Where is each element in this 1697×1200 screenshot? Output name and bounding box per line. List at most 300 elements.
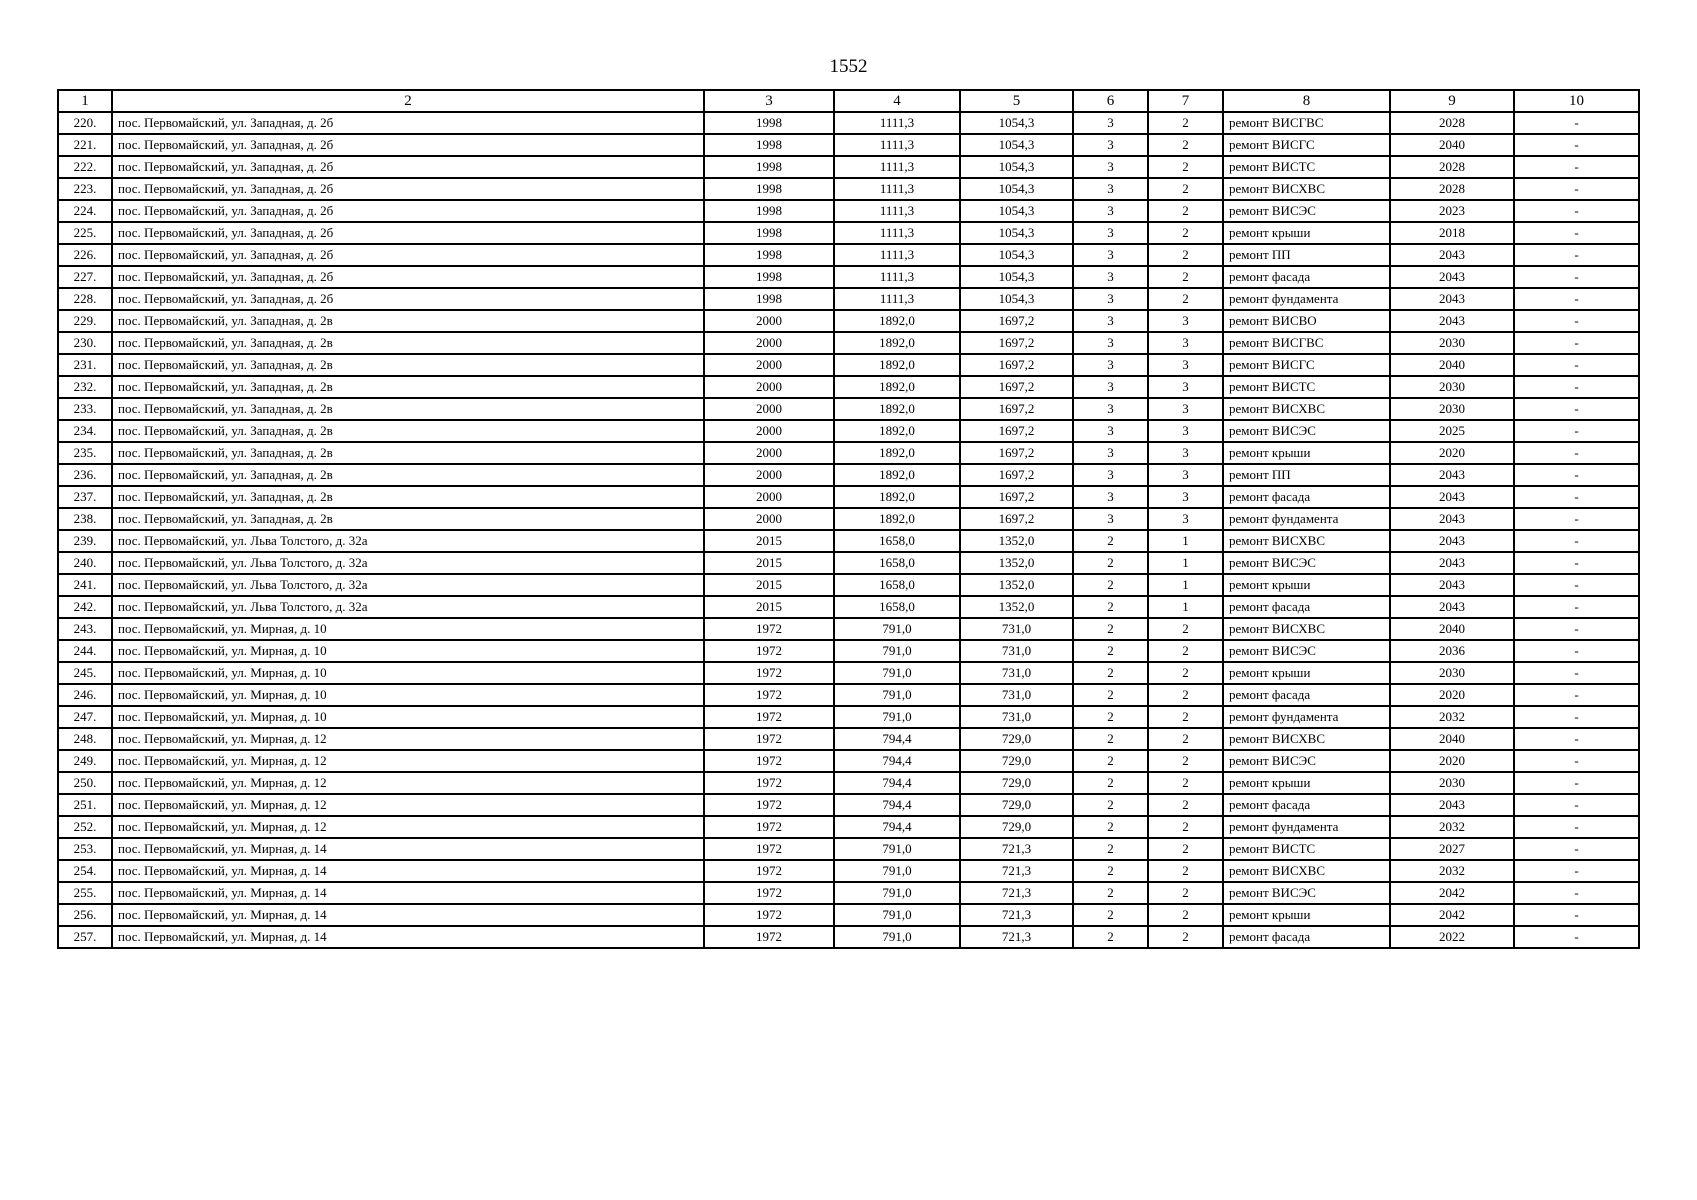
cell-floors: 3	[1073, 266, 1148, 288]
cell-year-built: 2000	[704, 464, 834, 486]
cell-total-area: 1111,3	[834, 288, 960, 310]
cell-planned-year: 2043	[1390, 310, 1514, 332]
cell-living-area: 1697,2	[960, 332, 1073, 354]
cell-row-number: 252.	[58, 816, 112, 838]
cell-entrances: 3	[1148, 332, 1223, 354]
cell-floors: 3	[1073, 442, 1148, 464]
cell-row-number: 251.	[58, 794, 112, 816]
cell-year-built: 2000	[704, 442, 834, 464]
column-header-total-area: 4	[834, 90, 960, 112]
cell-year-built: 1972	[704, 684, 834, 706]
cell-entrances: 3	[1148, 376, 1223, 398]
cell-year-built: 1972	[704, 706, 834, 728]
cell-work-type: ремонт ВИСТС	[1223, 376, 1390, 398]
cell-note: -	[1514, 310, 1639, 332]
cell-living-area: 729,0	[960, 772, 1073, 794]
cell-address: пос. Первомайский, ул. Мирная, д. 14	[112, 838, 704, 860]
cell-planned-year: 2040	[1390, 354, 1514, 376]
cell-work-type: ремонт ВИСЭС	[1223, 882, 1390, 904]
cell-entrances: 2	[1148, 794, 1223, 816]
cell-note: -	[1514, 332, 1639, 354]
cell-year-built: 1972	[704, 662, 834, 684]
cell-planned-year: 2032	[1390, 816, 1514, 838]
table-row	[58, 354, 1639, 376]
cell-floors: 3	[1073, 200, 1148, 222]
cell-address: пос. Первомайский, ул. Западная, д. 2в	[112, 442, 704, 464]
cell-living-area: 1697,2	[960, 420, 1073, 442]
cell-living-area: 1054,3	[960, 134, 1073, 156]
cell-address: пос. Первомайский, ул. Западная, д. 2в	[112, 376, 704, 398]
cell-row-number: 225.	[58, 222, 112, 244]
cell-total-area: 1892,0	[834, 486, 960, 508]
cell-planned-year: 2028	[1390, 112, 1514, 134]
cell-address: пос. Первомайский, ул. Мирная, д. 12	[112, 728, 704, 750]
cell-planned-year: 2018	[1390, 222, 1514, 244]
cell-note: -	[1514, 266, 1639, 288]
cell-note: -	[1514, 728, 1639, 750]
cell-floors: 3	[1073, 420, 1148, 442]
table-row	[58, 706, 1639, 728]
cell-living-area: 731,0	[960, 618, 1073, 640]
cell-row-number: 231.	[58, 354, 112, 376]
cell-floors: 2	[1073, 640, 1148, 662]
cell-living-area: 1697,2	[960, 486, 1073, 508]
cell-living-area: 1054,3	[960, 222, 1073, 244]
cell-note: -	[1514, 420, 1639, 442]
cell-floors: 2	[1073, 728, 1148, 750]
cell-work-type: ремонт фасада	[1223, 926, 1390, 948]
cell-entrances: 1	[1148, 574, 1223, 596]
cell-planned-year: 2040	[1390, 618, 1514, 640]
cell-note: -	[1514, 662, 1639, 684]
cell-planned-year: 2027	[1390, 838, 1514, 860]
cell-planned-year: 2030	[1390, 772, 1514, 794]
cell-entrances: 2	[1148, 244, 1223, 266]
table-row	[58, 838, 1639, 860]
cell-work-type: ремонт фасада	[1223, 684, 1390, 706]
cell-total-area: 1658,0	[834, 552, 960, 574]
cell-total-area: 1892,0	[834, 420, 960, 442]
cell-total-area: 1892,0	[834, 508, 960, 530]
table-row	[58, 772, 1639, 794]
cell-work-type: ремонт крыши	[1223, 772, 1390, 794]
cell-row-number: 242.	[58, 596, 112, 618]
cell-row-number: 232.	[58, 376, 112, 398]
cell-note: -	[1514, 904, 1639, 926]
cell-row-number: 257.	[58, 926, 112, 948]
cell-floors: 3	[1073, 376, 1148, 398]
cell-entrances: 1	[1148, 596, 1223, 618]
cell-row-number: 238.	[58, 508, 112, 530]
cell-planned-year: 2043	[1390, 244, 1514, 266]
cell-total-area: 794,4	[834, 772, 960, 794]
cell-row-number: 250.	[58, 772, 112, 794]
cell-address: пос. Первомайский, ул. Мирная, д. 14	[112, 882, 704, 904]
cell-floors: 3	[1073, 508, 1148, 530]
cell-address: пос. Первомайский, ул. Льва Толстого, д. 32а	[112, 552, 704, 574]
cell-floors: 2	[1073, 684, 1148, 706]
cell-living-area: 1697,2	[960, 464, 1073, 486]
cell-note: -	[1514, 772, 1639, 794]
table-row	[58, 728, 1639, 750]
cell-planned-year: 2025	[1390, 420, 1514, 442]
cell-row-number: 236.	[58, 464, 112, 486]
table-header-row	[58, 90, 1639, 112]
cell-work-type: ремонт фасада	[1223, 794, 1390, 816]
cell-address: пос. Первомайский, ул. Мирная, д. 10	[112, 618, 704, 640]
cell-address: пос. Первомайский, ул. Западная, д. 2в	[112, 332, 704, 354]
table-row	[58, 596, 1639, 618]
cell-living-area: 729,0	[960, 750, 1073, 772]
cell-floors: 2	[1073, 596, 1148, 618]
cell-total-area: 794,4	[834, 816, 960, 838]
cell-work-type: ремонт крыши	[1223, 442, 1390, 464]
cell-note: -	[1514, 486, 1639, 508]
cell-entrances: 3	[1148, 310, 1223, 332]
cell-work-type: ремонт ВИСТС	[1223, 156, 1390, 178]
cell-note: -	[1514, 750, 1639, 772]
table-row	[58, 442, 1639, 464]
cell-entrances: 2	[1148, 134, 1223, 156]
cell-total-area: 1111,3	[834, 156, 960, 178]
cell-planned-year: 2023	[1390, 200, 1514, 222]
table-row	[58, 112, 1639, 134]
cell-floors: 3	[1073, 178, 1148, 200]
table-row	[58, 332, 1639, 354]
cell-total-area: 791,0	[834, 662, 960, 684]
cell-total-area: 1111,3	[834, 200, 960, 222]
cell-floors: 2	[1073, 706, 1148, 728]
cell-year-built: 2000	[704, 310, 834, 332]
cell-planned-year: 2020	[1390, 442, 1514, 464]
cell-address: пос. Первомайский, ул. Западная, д. 2б	[112, 134, 704, 156]
cell-floors: 2	[1073, 552, 1148, 574]
cell-living-area: 1054,3	[960, 266, 1073, 288]
cell-work-type: ремонт фундамента	[1223, 508, 1390, 530]
cell-row-number: 234.	[58, 420, 112, 442]
cell-note: -	[1514, 882, 1639, 904]
cell-row-number: 235.	[58, 442, 112, 464]
cell-year-built: 1998	[704, 244, 834, 266]
cell-total-area: 791,0	[834, 882, 960, 904]
cell-work-type: ремонт фундамента	[1223, 706, 1390, 728]
cell-year-built: 1998	[704, 288, 834, 310]
cell-address: пос. Первомайский, ул. Мирная, д. 10	[112, 640, 704, 662]
cell-note: -	[1514, 552, 1639, 574]
table-row	[58, 684, 1639, 706]
table-row	[58, 640, 1639, 662]
cell-total-area: 1111,3	[834, 178, 960, 200]
cell-note: -	[1514, 860, 1639, 882]
page-number: 1552	[829, 56, 868, 77]
cell-row-number: 224.	[58, 200, 112, 222]
table-row	[58, 508, 1639, 530]
cell-year-built: 2000	[704, 398, 834, 420]
cell-address: пос. Первомайский, ул. Западная, д. 2в	[112, 398, 704, 420]
cell-row-number: 253.	[58, 838, 112, 860]
cell-entrances: 2	[1148, 112, 1223, 134]
cell-row-number: 247.	[58, 706, 112, 728]
cell-address: пос. Первомайский, ул. Мирная, д. 12	[112, 816, 704, 838]
cell-year-built: 1972	[704, 640, 834, 662]
cell-floors: 2	[1073, 882, 1148, 904]
cell-note: -	[1514, 618, 1639, 640]
cell-row-number: 256.	[58, 904, 112, 926]
cell-entrances: 2	[1148, 684, 1223, 706]
cell-entrances: 2	[1148, 266, 1223, 288]
cell-year-built: 2000	[704, 376, 834, 398]
cell-work-type: ремонт фундамента	[1223, 816, 1390, 838]
cell-row-number: 222.	[58, 156, 112, 178]
cell-living-area: 1054,3	[960, 200, 1073, 222]
cell-floors: 3	[1073, 156, 1148, 178]
cell-living-area: 1697,2	[960, 442, 1073, 464]
cell-planned-year: 2043	[1390, 530, 1514, 552]
cell-living-area: 721,3	[960, 904, 1073, 926]
cell-note: -	[1514, 508, 1639, 530]
cell-planned-year: 2043	[1390, 794, 1514, 816]
cell-row-number: 228.	[58, 288, 112, 310]
cell-planned-year: 2022	[1390, 926, 1514, 948]
cell-row-number: 245.	[58, 662, 112, 684]
cell-note: -	[1514, 354, 1639, 376]
cell-total-area: 794,4	[834, 794, 960, 816]
table-body	[58, 112, 1639, 948]
cell-work-type: ремонт фасада	[1223, 486, 1390, 508]
cell-entrances: 3	[1148, 464, 1223, 486]
cell-address: пос. Первомайский, ул. Западная, д. 2б	[112, 288, 704, 310]
cell-work-type: ремонт ПП	[1223, 464, 1390, 486]
cell-year-built: 1972	[704, 750, 834, 772]
cell-planned-year: 2042	[1390, 904, 1514, 926]
cell-work-type: ремонт ВИСХВС	[1223, 398, 1390, 420]
cell-living-area: 1352,0	[960, 574, 1073, 596]
cell-planned-year: 2043	[1390, 574, 1514, 596]
cell-total-area: 1111,3	[834, 222, 960, 244]
cell-floors: 2	[1073, 860, 1148, 882]
cell-floors: 2	[1073, 816, 1148, 838]
cell-work-type: ремонт ВИСЭС	[1223, 552, 1390, 574]
cell-total-area: 1892,0	[834, 354, 960, 376]
cell-year-built: 2015	[704, 530, 834, 552]
cell-note: -	[1514, 464, 1639, 486]
cell-year-built: 1972	[704, 904, 834, 926]
cell-floors: 3	[1073, 244, 1148, 266]
column-header-row-number: 1	[58, 90, 112, 112]
cell-entrances: 3	[1148, 420, 1223, 442]
cell-total-area: 1892,0	[834, 332, 960, 354]
cell-work-type: ремонт крыши	[1223, 662, 1390, 684]
cell-row-number: 233.	[58, 398, 112, 420]
cell-address: пос. Первомайский, ул. Западная, д. 2б	[112, 222, 704, 244]
cell-year-built: 1972	[704, 816, 834, 838]
cell-note: -	[1514, 112, 1639, 134]
cell-work-type: ремонт ВИСГВС	[1223, 332, 1390, 354]
cell-note: -	[1514, 706, 1639, 728]
cell-living-area: 729,0	[960, 794, 1073, 816]
table-row	[58, 420, 1639, 442]
cell-address: пос. Первомайский, ул. Льва Толстого, д. 32а	[112, 596, 704, 618]
cell-living-area: 1054,3	[960, 178, 1073, 200]
cell-total-area: 1111,3	[834, 266, 960, 288]
cell-living-area: 1054,3	[960, 244, 1073, 266]
cell-address: пос. Первомайский, ул. Мирная, д. 10	[112, 684, 704, 706]
cell-year-built: 2000	[704, 508, 834, 530]
cell-entrances: 2	[1148, 618, 1223, 640]
cell-entrances: 1	[1148, 530, 1223, 552]
table-row	[58, 266, 1639, 288]
cell-work-type: ремонт ВИСХВС	[1223, 530, 1390, 552]
table-row	[58, 904, 1639, 926]
cell-planned-year: 2043	[1390, 596, 1514, 618]
cell-total-area: 791,0	[834, 926, 960, 948]
cell-row-number: 248.	[58, 728, 112, 750]
column-header-floors: 6	[1073, 90, 1148, 112]
cell-address: пос. Первомайский, ул. Мирная, д. 14	[112, 860, 704, 882]
cell-floors: 3	[1073, 398, 1148, 420]
cell-floors: 2	[1073, 574, 1148, 596]
cell-note: -	[1514, 376, 1639, 398]
cell-work-type: ремонт фасада	[1223, 596, 1390, 618]
cell-address: пос. Первомайский, ул. Мирная, д. 12	[112, 772, 704, 794]
cell-total-area: 791,0	[834, 684, 960, 706]
cell-floors: 2	[1073, 904, 1148, 926]
cell-note: -	[1514, 398, 1639, 420]
table-row	[58, 244, 1639, 266]
cell-planned-year: 2043	[1390, 464, 1514, 486]
table-row	[58, 398, 1639, 420]
cell-total-area: 1892,0	[834, 442, 960, 464]
cell-work-type: ремонт ВИСГС	[1223, 354, 1390, 376]
cell-entrances: 2	[1148, 904, 1223, 926]
cell-row-number: 243.	[58, 618, 112, 640]
cell-total-area: 1658,0	[834, 530, 960, 552]
cell-work-type: ремонт крыши	[1223, 222, 1390, 244]
table-row	[58, 794, 1639, 816]
cell-planned-year: 2043	[1390, 266, 1514, 288]
cell-floors: 3	[1073, 310, 1148, 332]
cell-entrances: 2	[1148, 750, 1223, 772]
cell-year-built: 2000	[704, 332, 834, 354]
cell-entrances: 3	[1148, 486, 1223, 508]
cell-work-type: ремонт ВИСХВС	[1223, 178, 1390, 200]
cell-living-area: 1352,0	[960, 596, 1073, 618]
cell-note: -	[1514, 684, 1639, 706]
cell-note: -	[1514, 178, 1639, 200]
cell-total-area: 1892,0	[834, 464, 960, 486]
cell-address: пос. Первомайский, ул. Западная, д. 2б	[112, 244, 704, 266]
cell-total-area: 791,0	[834, 640, 960, 662]
repair-schedule-table	[57, 89, 1640, 949]
cell-year-built: 1972	[704, 838, 834, 860]
cell-work-type: ремонт ВИСЭС	[1223, 200, 1390, 222]
cell-year-built: 2000	[704, 354, 834, 376]
cell-address: пос. Первомайский, ул. Западная, д. 2в	[112, 310, 704, 332]
cell-living-area: 731,0	[960, 662, 1073, 684]
cell-living-area: 729,0	[960, 816, 1073, 838]
cell-entrances: 2	[1148, 816, 1223, 838]
cell-year-built: 1972	[704, 926, 834, 948]
cell-entrances: 2	[1148, 156, 1223, 178]
cell-planned-year: 2032	[1390, 860, 1514, 882]
cell-entrances: 2	[1148, 200, 1223, 222]
cell-year-built: 1998	[704, 200, 834, 222]
cell-address: пос. Первомайский, ул. Мирная, д. 10	[112, 706, 704, 728]
cell-year-built: 1998	[704, 222, 834, 244]
cell-work-type: ремонт ВИСТС	[1223, 838, 1390, 860]
cell-planned-year: 2030	[1390, 662, 1514, 684]
cell-note: -	[1514, 816, 1639, 838]
cell-planned-year: 2042	[1390, 882, 1514, 904]
cell-entrances: 2	[1148, 288, 1223, 310]
cell-living-area: 729,0	[960, 728, 1073, 750]
cell-total-area: 794,4	[834, 728, 960, 750]
cell-address: пос. Первомайский, ул. Западная, д. 2в	[112, 354, 704, 376]
cell-floors: 2	[1073, 838, 1148, 860]
cell-work-type: ремонт ВИСЭС	[1223, 750, 1390, 772]
cell-row-number: 255.	[58, 882, 112, 904]
cell-row-number: 237.	[58, 486, 112, 508]
cell-floors: 2	[1073, 772, 1148, 794]
table-row	[58, 816, 1639, 838]
cell-address: пос. Первомайский, ул. Мирная, д. 12	[112, 794, 704, 816]
cell-planned-year: 2030	[1390, 398, 1514, 420]
cell-address: пос. Первомайский, ул. Мирная, д. 10	[112, 662, 704, 684]
cell-year-built: 2000	[704, 486, 834, 508]
cell-entrances: 2	[1148, 772, 1223, 794]
cell-entrances: 2	[1148, 706, 1223, 728]
cell-work-type: ремонт ВИСХВС	[1223, 860, 1390, 882]
cell-living-area: 1352,0	[960, 552, 1073, 574]
table-row	[58, 882, 1639, 904]
column-header-work-type: 8	[1223, 90, 1390, 112]
cell-address: пос. Первомайский, ул. Западная, д. 2б	[112, 200, 704, 222]
table-row	[58, 926, 1639, 948]
cell-planned-year: 2030	[1390, 332, 1514, 354]
cell-row-number: 254.	[58, 860, 112, 882]
cell-address: пос. Первомайский, ул. Мирная, д. 14	[112, 904, 704, 926]
cell-work-type: ремонт фундамента	[1223, 288, 1390, 310]
cell-living-area: 1352,0	[960, 530, 1073, 552]
cell-planned-year: 2043	[1390, 508, 1514, 530]
cell-work-type: ремонт фасада	[1223, 266, 1390, 288]
cell-row-number: 221.	[58, 134, 112, 156]
cell-total-area: 1892,0	[834, 376, 960, 398]
cell-living-area: 721,3	[960, 882, 1073, 904]
table-row	[58, 574, 1639, 596]
cell-address: пос. Первомайский, ул. Западная, д. 2в	[112, 420, 704, 442]
cell-year-built: 1972	[704, 772, 834, 794]
column-header-living-area: 5	[960, 90, 1073, 112]
cell-year-built: 2015	[704, 596, 834, 618]
cell-address: пос. Первомайский, ул. Западная, д. 2б	[112, 112, 704, 134]
table-row	[58, 618, 1639, 640]
cell-planned-year: 2043	[1390, 552, 1514, 574]
column-header-planned-year: 9	[1390, 90, 1514, 112]
cell-address: пос. Первомайский, ул. Льва Толстого, д. 32а	[112, 574, 704, 596]
cell-note: -	[1514, 134, 1639, 156]
cell-address: пос. Первомайский, ул. Западная, д. 2б	[112, 156, 704, 178]
cell-address: пос. Первомайский, ул. Мирная, д. 14	[112, 926, 704, 948]
cell-note: -	[1514, 838, 1639, 860]
cell-entrances: 3	[1148, 508, 1223, 530]
cell-year-built: 1998	[704, 134, 834, 156]
cell-entrances: 2	[1148, 882, 1223, 904]
cell-work-type: ремонт крыши	[1223, 574, 1390, 596]
cell-entrances: 2	[1148, 860, 1223, 882]
cell-entrances: 1	[1148, 552, 1223, 574]
cell-year-built: 1998	[704, 112, 834, 134]
